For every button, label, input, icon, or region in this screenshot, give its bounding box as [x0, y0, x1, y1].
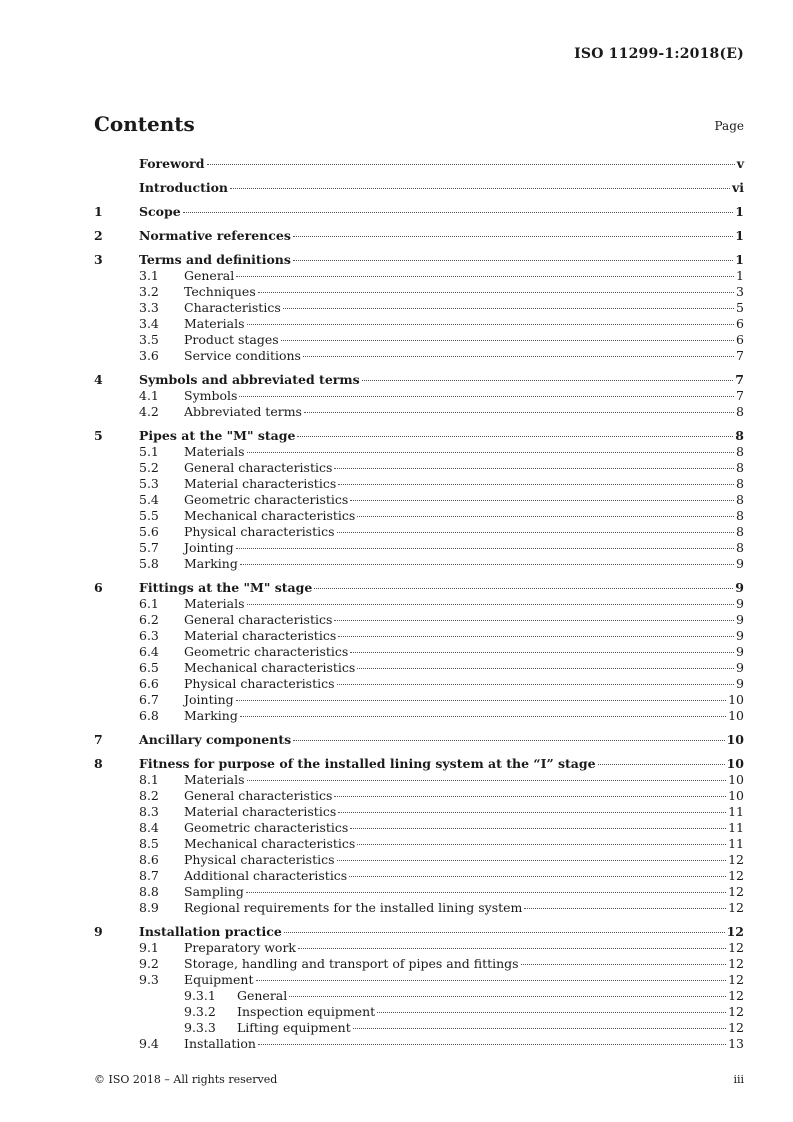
toc-entry-page: 12 [728, 988, 744, 1003]
toc-entry-page: 8 [736, 524, 744, 539]
toc-entry-number: 8.4 [139, 820, 159, 835]
toc-entry[interactable] [94, 508, 744, 524]
toc-leader-dots [338, 484, 734, 485]
toc-entry-page: 9 [736, 556, 744, 571]
toc-entry-page: 8 [735, 428, 744, 443]
toc-entry[interactable] [94, 820, 744, 836]
toc-leader-dots [362, 380, 734, 381]
footer-copyright: © ISO 2018 – All rights reserved [94, 1073, 278, 1086]
toc-entry-number: 6.1 [139, 596, 159, 611]
toc-entry-label: Material characteristics [184, 628, 337, 643]
toc-entry-page: 12 [728, 852, 744, 867]
toc-entry[interactable] [94, 692, 744, 708]
toc-entry-label: Symbols [184, 388, 238, 403]
toc-leader-dots [353, 1028, 726, 1029]
toc-entry-label: General characteristics [184, 460, 333, 475]
toc-entry-page: 7 [736, 348, 744, 363]
toc-entry-page: 5 [736, 300, 744, 315]
toc-entry-number: 1 [94, 204, 103, 219]
toc-entry-label: Jointing [184, 540, 234, 555]
toc-entry-label: Foreword [139, 156, 205, 171]
toc-entry-page: 11 [728, 820, 744, 835]
toc-entry-number: 3.1 [139, 268, 159, 283]
toc-entry[interactable] [94, 180, 744, 196]
toc-entry-number: 8.6 [139, 852, 159, 867]
toc-entry-number: 8.2 [139, 788, 159, 803]
toc-entry-label: Inspection equipment [237, 1004, 376, 1019]
toc-entry-page: 12 [728, 940, 744, 955]
toc-entry-label: Marking [184, 708, 238, 723]
toc-entry-number: 6.2 [139, 612, 159, 627]
toc-entry-page: 12 [728, 1004, 744, 1019]
toc-entry-page: 9 [736, 596, 744, 611]
toc-entry-number: 5.2 [139, 460, 159, 475]
toc-entry-number: 6.4 [139, 644, 159, 659]
toc-entry-number: 6.8 [139, 708, 159, 723]
toc-entry-label: Ancillary components [139, 732, 292, 747]
toc-entry-number: 6.3 [139, 628, 159, 643]
toc-leader-dots [298, 948, 726, 949]
toc-entry-page: 12 [728, 884, 744, 899]
toc-entry-page: 6 [736, 332, 744, 347]
toc-entry-number: 5.8 [139, 556, 159, 571]
toc-leader-dots [283, 308, 734, 309]
toc-entry[interactable] [94, 596, 744, 612]
toc-leader-dots [349, 876, 726, 877]
toc-entry-number: 8.5 [139, 836, 159, 851]
toc-entry-page: 8 [736, 508, 744, 523]
toc-entry-page: 6 [736, 316, 744, 331]
toc-entry-label: Sampling [184, 884, 244, 899]
toc-entry-number: 5.7 [139, 540, 159, 555]
toc-leader-dots [337, 860, 727, 861]
toc-entry[interactable] [94, 580, 744, 596]
toc-entry-number: 9.1 [139, 940, 159, 955]
toc-entry-page: 7 [735, 372, 744, 387]
toc-leader-dots [350, 828, 726, 829]
toc-entry[interactable] [94, 612, 744, 628]
toc-entry[interactable] [94, 708, 744, 724]
toc-entry[interactable] [94, 900, 744, 916]
toc-entry-number: 8.1 [139, 772, 159, 787]
toc-entry[interactable] [94, 756, 744, 772]
toc-entry-label: Jointing [184, 692, 234, 707]
toc-entry-page: 8 [736, 476, 744, 491]
toc-entry[interactable] [94, 204, 744, 220]
toc-entry[interactable] [94, 460, 744, 476]
toc-entry-page: 11 [728, 804, 744, 819]
page-column-label: Page [714, 119, 744, 133]
toc-entry-page: 11 [728, 836, 744, 851]
toc-entry-page: 8 [736, 444, 744, 459]
toc-entry-label: Storage, handling and transport of pipes and fittings [184, 956, 519, 971]
toc-entry-label: Additional characteristics [184, 868, 348, 883]
toc-leader-dots [281, 340, 734, 341]
toc-entry-page: 1 [735, 204, 744, 219]
toc-leader-dots [304, 412, 734, 413]
toc-entry-number: 9.3 [139, 972, 159, 987]
toc-entry[interactable] [94, 524, 744, 540]
toc-entry-label: Regional requirements for the installed lining system [184, 900, 523, 915]
toc-entry[interactable] [94, 940, 744, 956]
toc-leader-dots [236, 700, 726, 701]
toc-entry-number: 2 [94, 228, 103, 243]
toc-entry[interactable] [94, 476, 744, 492]
toc-leader-dots [297, 436, 733, 437]
toc-leader-dots [524, 908, 726, 909]
toc-entry-label: Symbols and abbreviated terms [139, 372, 360, 387]
toc-entry-number: 9.3.2 [184, 1004, 216, 1019]
toc-leader-dots [236, 548, 734, 549]
toc-entry-label: Materials [184, 772, 245, 787]
toc-entry[interactable] [94, 1020, 744, 1036]
toc-entry-label: Pipes at the "M" stage [139, 428, 296, 443]
toc-entry-number: 5.6 [139, 524, 159, 539]
toc-leader-dots [207, 164, 735, 165]
toc-entry-number: 7 [94, 732, 103, 747]
toc-entry-page: 8 [736, 540, 744, 555]
toc-entry[interactable] [94, 156, 744, 172]
toc-entry-page: 3 [736, 284, 744, 299]
toc-entry-label: Marking [184, 556, 238, 571]
toc-entry[interactable] [94, 252, 744, 268]
toc-entry-label: Physical characteristics [184, 676, 335, 691]
toc-entry[interactable] [94, 300, 744, 316]
toc-entry-label: General [237, 988, 288, 1003]
toc-entry[interactable] [94, 644, 744, 660]
toc-entry[interactable] [94, 316, 744, 332]
toc-leader-dots [357, 844, 726, 845]
toc-leader-dots [258, 1044, 726, 1045]
toc-entry-label: Materials [184, 444, 245, 459]
toc-entry-page: 10 [726, 732, 744, 747]
toc-entry-page: 12 [728, 868, 744, 883]
toc-entry-label: Mechanical characteristics [184, 660, 356, 675]
toc-entry-label: Geometric characteristics [184, 492, 349, 507]
toc-entry-page: 12 [728, 972, 744, 987]
toc-entry-page: 13 [728, 1036, 744, 1051]
toc-entry-page: 9 [736, 628, 744, 643]
toc-entry-label: General characteristics [184, 612, 333, 627]
toc-leader-dots [350, 500, 734, 501]
toc-entry[interactable] [94, 972, 744, 988]
toc-leader-dots [377, 1012, 726, 1013]
toc-entry-page: 12 [726, 924, 744, 939]
toc-leader-dots [183, 212, 734, 213]
toc-entry[interactable] [94, 788, 744, 804]
toc-entry-number: 9.3.1 [184, 988, 216, 1003]
toc-entry[interactable] [94, 556, 744, 572]
toc-entry-label: Product stages [184, 332, 279, 347]
toc-entry-number: 3.5 [139, 332, 159, 347]
toc-leader-dots [258, 292, 734, 293]
toc-entry-label: Physical characteristics [184, 852, 335, 867]
toc-entry[interactable] [94, 732, 744, 748]
toc-entry[interactable] [94, 332, 744, 348]
toc-entry-number: 4 [94, 372, 103, 387]
toc-leader-dots [338, 636, 734, 637]
toc-entry-page: 8 [736, 460, 744, 475]
toc-entry[interactable] [94, 540, 744, 556]
toc-entry-label: Materials [184, 596, 245, 611]
toc-entry-label: Abbreviated terms [184, 404, 302, 419]
toc-entry[interactable] [94, 1004, 744, 1020]
toc-entry-label: Techniques [184, 284, 256, 299]
toc-entry-label: Preparatory work [184, 940, 296, 955]
toc-leader-dots [338, 812, 726, 813]
toc-entry[interactable] [94, 404, 744, 420]
toc-entry-number: 8.9 [139, 900, 159, 915]
toc-entry-label: Fittings at the "M" stage [139, 580, 313, 595]
toc-entry-label: Scope [139, 204, 181, 219]
toc-leader-dots [334, 620, 734, 621]
toc-entry-page: 1 [735, 252, 744, 267]
toc-entry-label: Service conditions [184, 348, 301, 363]
toc-leader-dots [303, 356, 734, 357]
toc-entry-label: Installation practice [139, 924, 282, 939]
toc-entry[interactable] [94, 388, 744, 404]
toc-entry[interactable] [94, 956, 744, 972]
toc-entry-page: 12 [728, 1020, 744, 1035]
toc-entry-page: 9 [735, 580, 744, 595]
toc-leader-dots [598, 764, 725, 765]
toc-leader-dots [230, 188, 730, 189]
toc-entry-page: 8 [736, 492, 744, 507]
toc-entry-page: 10 [728, 708, 744, 723]
toc-entry-number: 3.3 [139, 300, 159, 315]
toc-entry-label: Geometric characteristics [184, 644, 349, 659]
toc-entry-label: Materials [184, 316, 245, 331]
toc-entry-number: 6 [94, 580, 103, 595]
toc-entry[interactable] [94, 852, 744, 868]
toc-leader-dots [337, 532, 735, 533]
footer-page-number: iii [733, 1073, 744, 1086]
toc-entry[interactable] [94, 868, 744, 884]
toc-entry-number: 3.4 [139, 316, 159, 331]
toc-entry[interactable] [94, 884, 744, 900]
toc-entry-label: Mechanical characteristics [184, 508, 356, 523]
toc-entry-page: 1 [736, 268, 744, 283]
toc-entry-label: Installation [184, 1036, 256, 1051]
toc-entry-page: 10 [726, 756, 744, 771]
toc-entry[interactable] [94, 1036, 744, 1052]
toc-leader-dots [337, 684, 735, 685]
toc-entry-label: General characteristics [184, 788, 333, 803]
toc-entry-label: General [184, 268, 235, 283]
toc-entry-number: 6.6 [139, 676, 159, 691]
toc-leader-dots [284, 932, 725, 933]
toc-entry-number: 8 [94, 756, 103, 771]
toc-entry-label: Introduction [139, 180, 229, 195]
toc-entry[interactable] [94, 836, 744, 852]
toc-entry-number: 6.7 [139, 692, 159, 707]
toc-leader-dots [293, 260, 733, 261]
toc-entry-number: 9.4 [139, 1036, 159, 1051]
toc-entry-number: 3.2 [139, 284, 159, 299]
document-header: ISO 11299-1:2018(E) [574, 46, 744, 62]
toc-leader-dots [247, 324, 735, 325]
toc-entry[interactable] [94, 228, 744, 244]
toc-entry-number: 3 [94, 252, 103, 267]
toc-entry-number: 8.3 [139, 804, 159, 819]
toc-leader-dots [289, 996, 726, 997]
toc-entry[interactable] [94, 660, 744, 676]
toc-entry[interactable] [94, 988, 744, 1004]
toc-entry-number: 5 [94, 428, 103, 443]
toc-entry[interactable] [94, 676, 744, 692]
toc-entry-number: 9.3.3 [184, 1020, 216, 1035]
toc-entry[interactable] [94, 772, 744, 788]
toc-entry-label: Terms and definitions [139, 252, 291, 267]
toc-entry-number: 4.2 [139, 404, 159, 419]
toc-entry-page: 10 [728, 692, 744, 707]
toc-entry-number: 8.8 [139, 884, 159, 899]
toc-leader-dots [314, 588, 733, 589]
toc-leader-dots [334, 796, 726, 797]
toc-entry-number: 5.3 [139, 476, 159, 491]
toc-entry-number: 9.2 [139, 956, 159, 971]
toc-leader-dots [293, 740, 724, 741]
toc-entry[interactable] [94, 372, 744, 388]
toc-entry-page: 7 [736, 388, 744, 403]
toc-leader-dots [236, 276, 734, 277]
toc-leader-dots [240, 716, 726, 717]
toc-entry-number: 5.1 [139, 444, 159, 459]
toc-leader-dots [334, 468, 734, 469]
toc-entry-number: 5.5 [139, 508, 159, 523]
toc-entry-page: 12 [728, 900, 744, 915]
toc-entry[interactable] [94, 268, 744, 284]
toc-leader-dots [357, 668, 734, 669]
toc-entry-page: v [736, 156, 744, 171]
toc-entry[interactable] [94, 628, 744, 644]
toc-leader-dots [247, 780, 727, 781]
toc-entry-page: 12 [728, 956, 744, 971]
toc-entry-page: 9 [736, 612, 744, 627]
toc-entry-page: 9 [736, 660, 744, 675]
toc-entry-label: Characteristics [184, 300, 281, 315]
toc-entry[interactable] [94, 428, 744, 444]
toc-entry-label: Fitness for purpose of the installed lining system at the “I” stage [139, 756, 596, 771]
toc-entry-label: Equipment [184, 972, 254, 987]
toc-entry-page: vi [731, 180, 744, 195]
toc-entry-page: 9 [736, 644, 744, 659]
toc-leader-dots [521, 964, 726, 965]
toc-entry-number: 5.4 [139, 492, 159, 507]
toc-entry[interactable] [94, 924, 744, 940]
toc-leader-dots [357, 516, 734, 517]
toc-entry[interactable] [94, 444, 744, 460]
toc-entry-number: 4.1 [139, 388, 159, 403]
toc-entry-label: Physical characteristics [184, 524, 335, 539]
toc-entry-page: 9 [736, 676, 744, 691]
toc-entry-label: Mechanical characteristics [184, 836, 356, 851]
page-title: Contents [94, 112, 195, 136]
toc-entry-number: 9 [94, 924, 103, 939]
toc-entry-page: 10 [728, 772, 744, 787]
toc-entry-number: 8.7 [139, 868, 159, 883]
table-of-contents [94, 156, 744, 1052]
toc-leader-dots [293, 236, 733, 237]
toc-entry-number: 6.5 [139, 660, 159, 675]
toc-leader-dots [247, 604, 735, 605]
toc-leader-dots [256, 980, 727, 981]
toc-entry-label: Material characteristics [184, 804, 337, 819]
toc-entry-label: Lifting equipment [237, 1020, 351, 1035]
toc-entry-page: 1 [735, 228, 744, 243]
toc-leader-dots [247, 452, 735, 453]
toc-entry-number: 3.6 [139, 348, 159, 363]
toc-entry-page: 8 [736, 404, 744, 419]
toc-leader-dots [350, 652, 734, 653]
toc-entry[interactable] [94, 284, 744, 300]
toc-leader-dots [240, 564, 734, 565]
toc-entry-label: Normative references [139, 228, 291, 243]
toc-entry-label: Material characteristics [184, 476, 337, 491]
toc-entry[interactable] [94, 804, 744, 820]
toc-entry-label: Geometric characteristics [184, 820, 349, 835]
toc-leader-dots [239, 396, 734, 397]
toc-entry[interactable] [94, 492, 744, 508]
toc-leader-dots [246, 892, 726, 893]
toc-entry-page: 10 [728, 788, 744, 803]
toc-entry[interactable] [94, 348, 744, 364]
